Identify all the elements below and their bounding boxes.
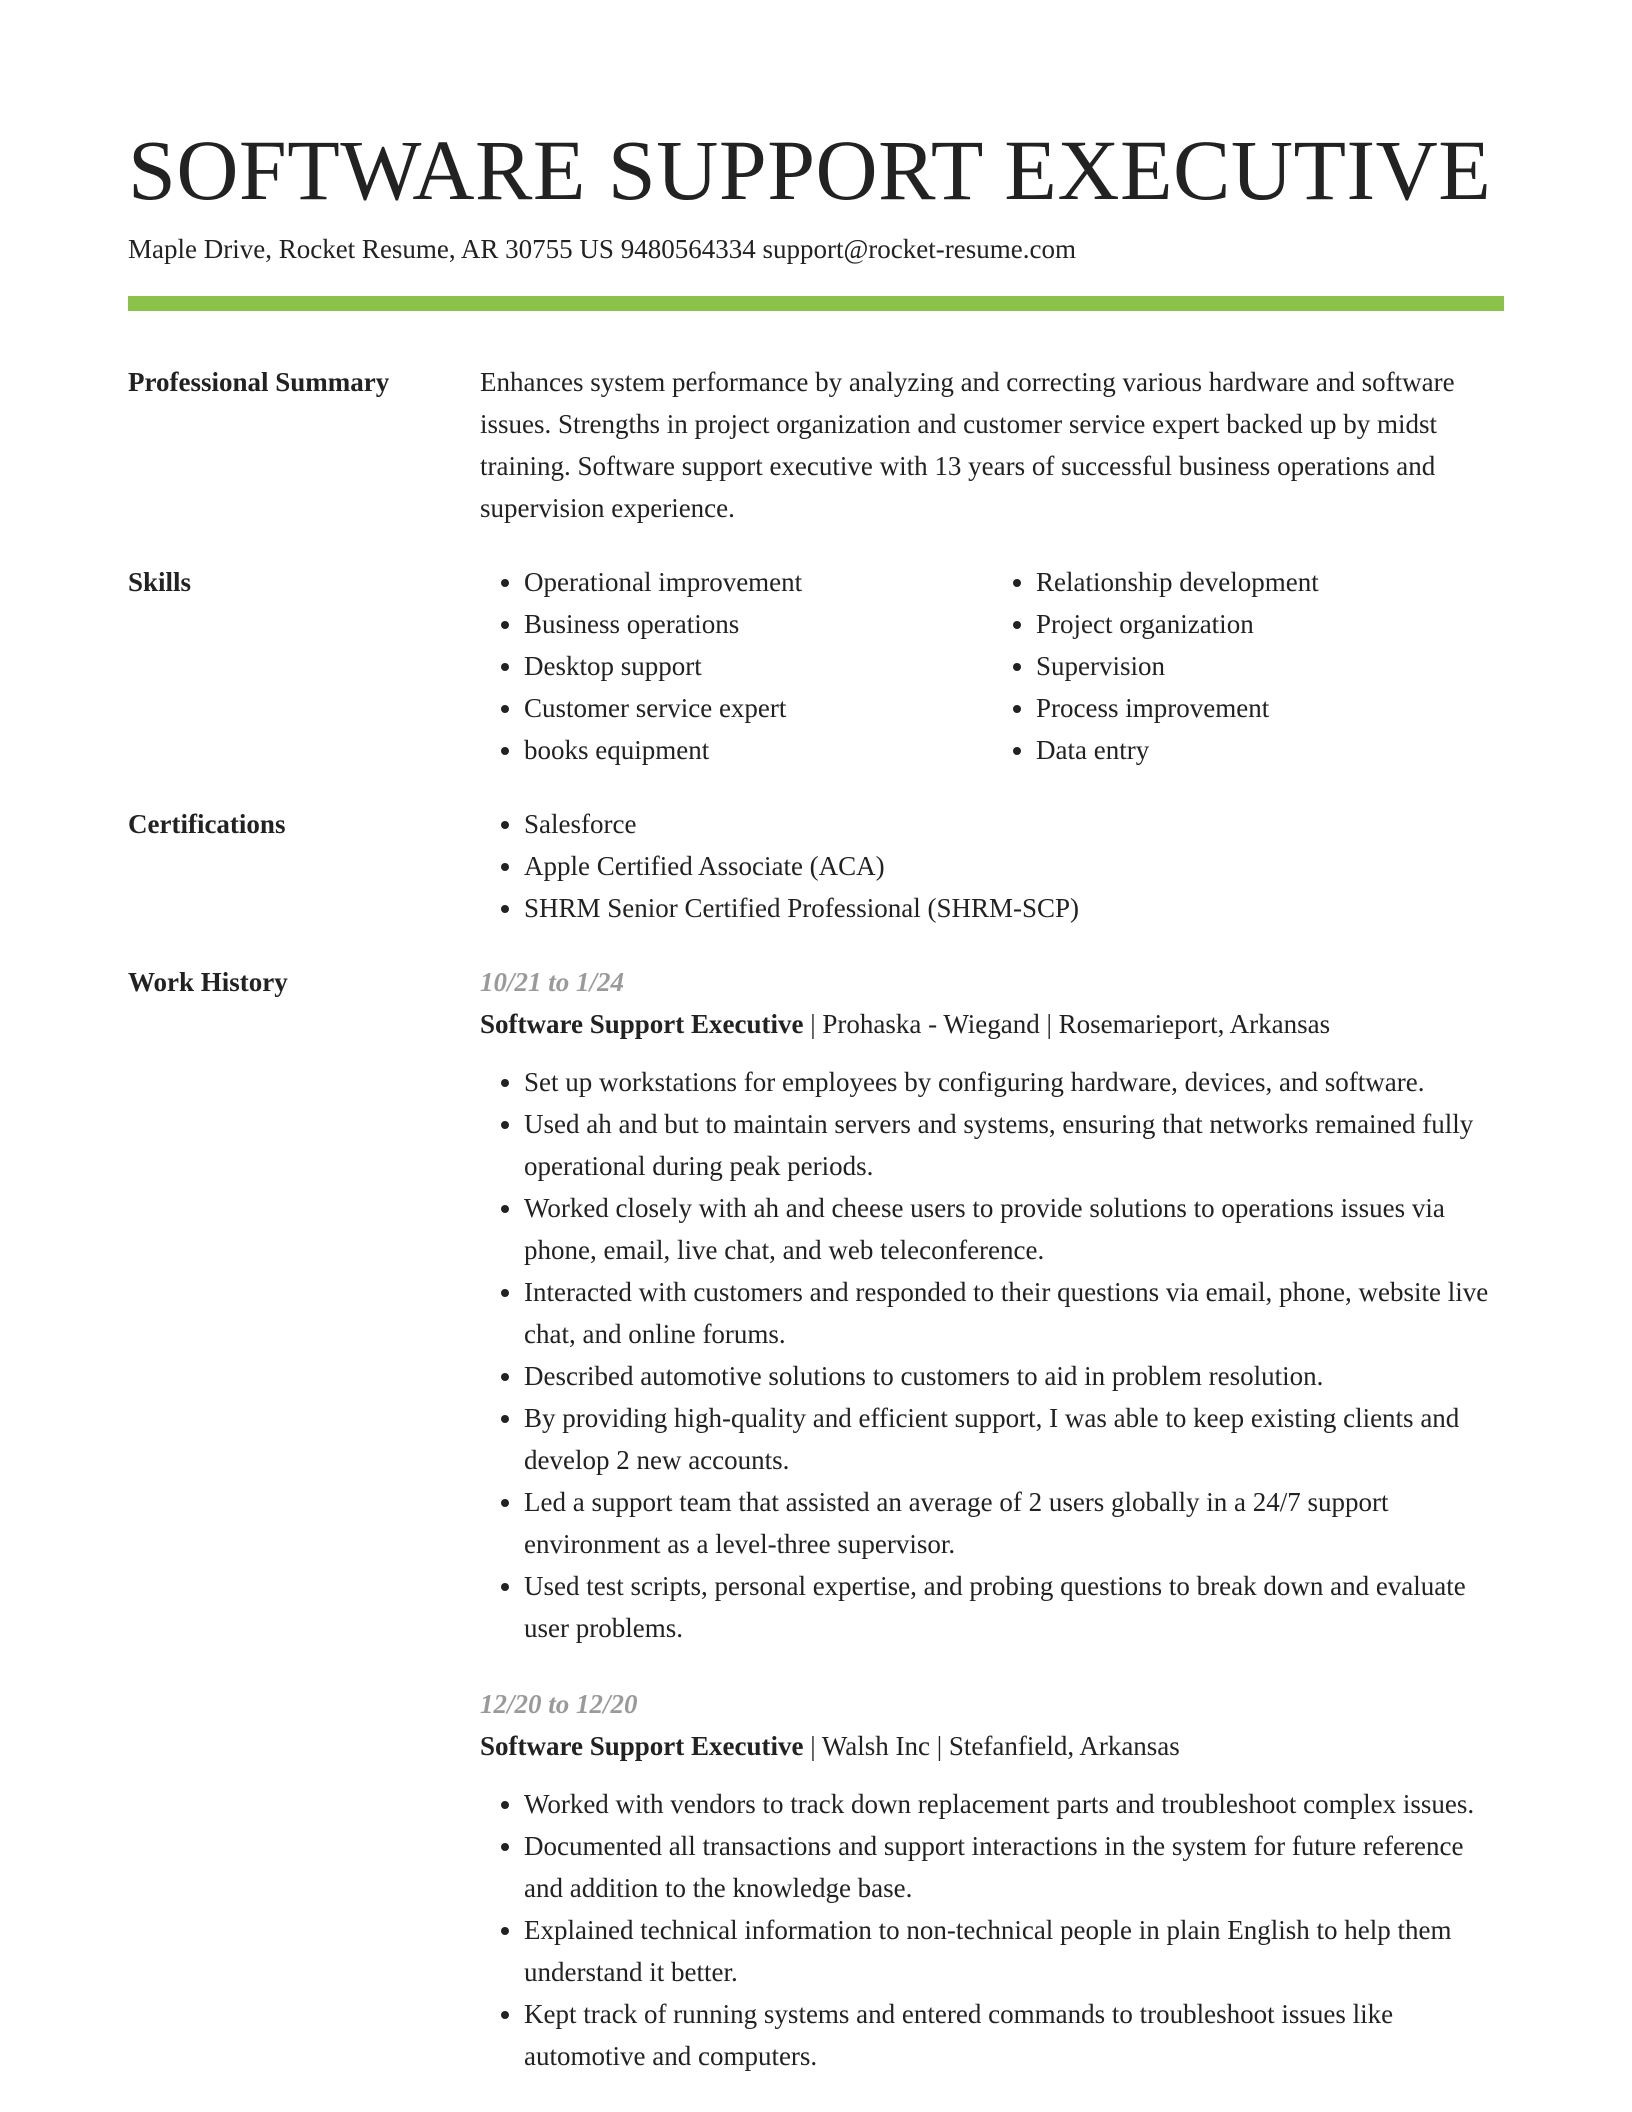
skills-section <box>128 561 1504 771</box>
skill-item: • Customer service expert <box>524 687 992 729</box>
accent-divider <box>128 296 1504 311</box>
work-history-body <box>480 961 1504 2077</box>
job-bullet: • Interacted with customers and responded to their questions via email, phone, website live chat, and online forums. <box>524 1271 1504 1355</box>
skill-item: • Desktop support <box>524 645 992 687</box>
contact-line: Maple Drive, Rocket Resume, AR 30755 US 9480564334 support@rocket-resume.com <box>128 234 1076 264</box>
job-bullet: • Used ah and but to maintain servers and systems, ensuring that networks remained fully operational during peak periods. <box>524 1103 1504 1187</box>
skills-column-2 <box>992 561 1504 771</box>
job-title: Software Support Executive <box>480 1009 804 1039</box>
resume-name-heading: SOFTWARE SUPPORT EXECUTIVE <box>128 122 1492 218</box>
job-bullet: • Set up workstations for employees by configuring hardware, devices, and software. <box>524 1061 1504 1103</box>
certifications-section <box>128 803 1504 929</box>
summary-title: Professional Summary <box>128 367 390 397</box>
certifications-title: Certifications <box>128 809 286 839</box>
job-bullet: • Used test scripts, personal expertise, and probing questions to break down and evaluate user problems. <box>524 1565 1504 1649</box>
certification-item: • Salesforce <box>524 803 1504 845</box>
job-title-line <box>480 1003 1504 1045</box>
skill-item: • books equipment <box>524 729 992 771</box>
job-dates: 12/20 to 12/20 <box>480 1689 638 1719</box>
job-details: | Walsh Inc | Stefanfield, Arkansas <box>803 1731 1180 1761</box>
job-entry <box>480 1683 1504 2077</box>
certifications-body <box>480 803 1504 929</box>
job-bullet: • Worked with vendors to track down replacement parts and troubleshoot complex issues. <box>524 1783 1504 1825</box>
skill-item: • Supervision <box>1036 645 1504 687</box>
skills-title: Skills <box>128 567 192 597</box>
job-dates: 10/21 to 1/24 <box>480 967 625 997</box>
job-bullet: • By providing high-quality and efficient support, I was able to keep existing clients and develop 2 new accounts. <box>524 1397 1504 1481</box>
resume-page <box>128 0 1504 2077</box>
skill-item: • Operational improvement <box>524 561 992 603</box>
skills-column-1 <box>480 561 992 771</box>
summary-text: Enhances system performance by analyzing and correcting various hardware and software issues. Strengths in project organization and customer service expert backed up by midst training. Software support executive with 13 years of successful business operations and supervision experience. <box>480 367 1455 523</box>
summary-section <box>128 361 1504 529</box>
skill-item: • Business operations <box>524 603 992 645</box>
job-bullet: • Described automotive solutions to customers to aid in problem resolution. <box>524 1355 1504 1397</box>
job-title-line <box>480 1725 1504 1767</box>
certification-item: • SHRM Senior Certified Professional (SHRM-SCP) <box>524 887 1504 929</box>
certification-item: • Apple Certified Associate (ACA) <box>524 845 1504 887</box>
certifications-list <box>480 803 1504 929</box>
job-bullet: • Documented all transactions and support interactions in the system for future reference and addition to the knowledge base. <box>524 1825 1504 1909</box>
skill-item: • Process improvement <box>1036 687 1504 729</box>
job-bullet: • Explained technical information to non-technical people in plain English to help them understand it better. <box>524 1909 1504 1993</box>
job-details: | Prohaska - Wiegand | Rosemarieport, Arkansas <box>803 1009 1331 1039</box>
skills-grid <box>480 561 1504 771</box>
job-bullets <box>480 1783 1504 2077</box>
skill-item: • Project organization <box>1036 603 1504 645</box>
job-bullet: • Worked closely with ah and cheese users to provide solutions to operations issues via phone, email, live chat, and web teleconference. <box>524 1187 1504 1271</box>
work-history-section <box>128 961 1504 2077</box>
job-bullet: • Led a support team that assisted an average of 2 users globally in a 24/7 support environment as a level-three supervisor. <box>524 1481 1504 1565</box>
job-entry <box>480 961 1504 1649</box>
skill-item: • Data entry <box>1036 729 1504 771</box>
job-bullet: • Kept track of running systems and entered commands to troubleshoot issues like automotive and computers. <box>524 1993 1504 2077</box>
job-title: Software Support Executive <box>480 1731 804 1761</box>
work-history-title: Work History <box>128 967 288 997</box>
job-bullets <box>480 1061 1504 1649</box>
skill-item: • Relationship development <box>1036 561 1504 603</box>
